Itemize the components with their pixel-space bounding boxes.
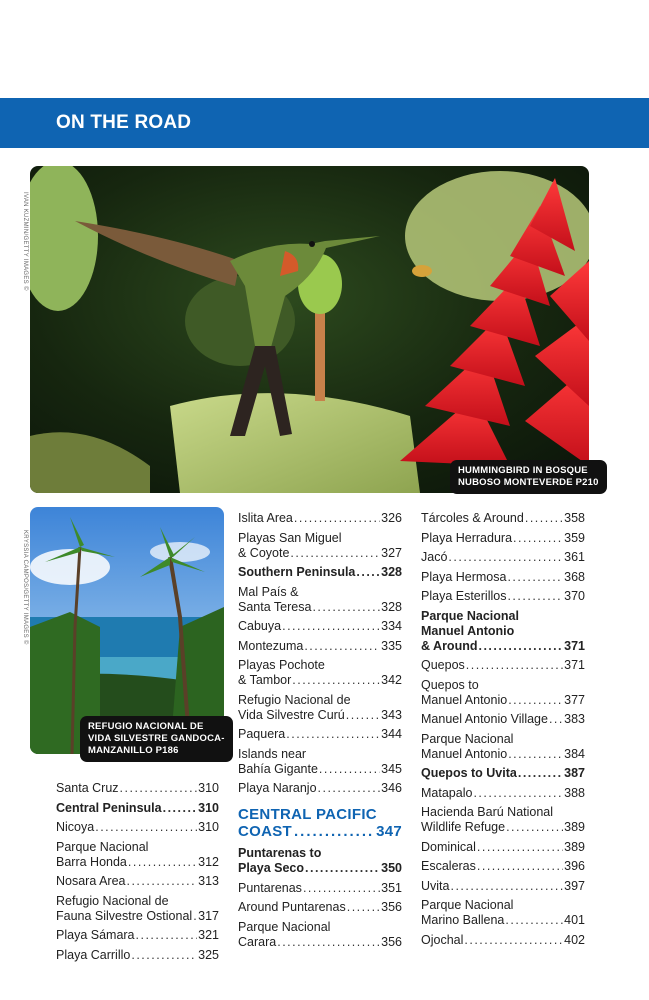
toc-entry-title: Vida Silvestre Curú <box>238 707 345 722</box>
dot-leader <box>312 600 380 615</box>
hummingbird-photo <box>30 166 589 493</box>
toc-entry-title: Around Puntarenas <box>238 900 346 914</box>
dot-leader <box>464 933 563 948</box>
toc-entry-title: Puntarenas <box>238 880 302 895</box>
toc-entry[interactable] <box>421 879 585 894</box>
toc-entry-title: Carara <box>238 934 277 949</box>
dot-leader <box>525 511 563 526</box>
toc-entry[interactable] <box>421 570 585 585</box>
toc-entry-line: Islands near <box>238 746 307 761</box>
toc-entry[interactable] <box>56 801 219 816</box>
toc-entry[interactable] <box>421 712 585 727</box>
toc-entry-title: Marino Ballena <box>421 913 505 927</box>
toc-entry-line: Playas Pochote <box>238 658 325 672</box>
dot-leader <box>318 781 381 796</box>
dot-leader <box>477 840 563 855</box>
toc-entry-title: Ojochal <box>421 932 464 947</box>
toc-entry-page: 312 <box>198 854 219 869</box>
toc-entry-page: 335 <box>381 638 402 653</box>
toc-entry-title: Manuel Antonio <box>421 746 508 761</box>
toc-entry-page: 310 <box>198 781 219 795</box>
toc-entry[interactable] <box>238 585 402 615</box>
section-heading-page: 347 <box>376 823 402 840</box>
dot-leader <box>128 855 197 870</box>
toc-entry-page: 313 <box>198 874 219 888</box>
toc-entry[interactable] <box>421 840 585 855</box>
toc-entry[interactable] <box>238 727 402 742</box>
toc-entry-page: 359 <box>564 530 585 545</box>
toc-entry-title: Southern Peninsula <box>238 565 356 579</box>
toc-entry[interactable] <box>238 881 402 896</box>
dot-leader <box>473 786 563 801</box>
toc-entry-page: 321 <box>198 928 219 942</box>
toc-entry-line: Parque Nacional <box>56 839 149 854</box>
toc-entry-page: 325 <box>198 947 219 962</box>
toc-entry[interactable] <box>238 531 402 561</box>
toc-entry-page: 371 <box>564 658 585 672</box>
dot-leader <box>303 881 380 896</box>
toc-entry-page: 371 <box>564 638 585 653</box>
toc-entry[interactable] <box>421 531 585 546</box>
dot-leader <box>356 565 380 580</box>
toc-entry[interactable] <box>421 511 585 526</box>
dot-leader <box>305 861 380 876</box>
toc-entry-page: 387 <box>564 766 585 780</box>
toc-entry-page: 383 <box>564 712 585 726</box>
toc-entry-page: 310 <box>198 820 219 834</box>
dot-leader <box>131 948 197 963</box>
dot-leader <box>450 879 563 894</box>
toc-entry-line: Parque Nacional <box>421 608 519 623</box>
toc-entry[interactable] <box>238 565 402 580</box>
toc-entry-title: & Tambor <box>238 673 292 687</box>
toc-entry-title: Nosara Area <box>56 874 126 888</box>
toc-entry-title: Escaleras <box>421 859 476 873</box>
toc-entry-title: Playa Sámara <box>56 928 135 942</box>
toc-entry-title: Cabuya <box>238 619 282 633</box>
toc-entry[interactable] <box>238 846 402 876</box>
toc-entry[interactable] <box>56 840 219 870</box>
dot-leader <box>290 546 380 561</box>
toc-entry-page: 328 <box>381 599 402 614</box>
toc-entry[interactable] <box>421 732 585 762</box>
toc-entry[interactable] <box>238 511 402 526</box>
toc-entry-title: Playa Naranjo <box>238 781 317 795</box>
dot-leader <box>513 531 563 546</box>
toc-entry[interactable] <box>238 920 402 950</box>
toc-entry-page: 327 <box>381 545 402 560</box>
dot-leader <box>347 900 380 915</box>
section-heading-line: CENTRAL PACIFIC <box>238 806 377 823</box>
toc-entry[interactable] <box>421 678 585 708</box>
beach-caption <box>80 716 233 762</box>
dot-leader <box>478 639 563 654</box>
section-banner <box>0 98 649 148</box>
photo-credit-beach: KRYSSIA CAMPOS/GETTY IMAGES © <box>22 530 28 645</box>
toc-entry-title: Islita Area <box>238 511 293 525</box>
toc-entry-title: Playa Carrillo <box>56 947 131 962</box>
dot-leader <box>506 820 563 835</box>
toc-entry-page: 397 <box>564 878 585 893</box>
toc-entry-title: Playa Herradura <box>421 530 513 545</box>
page-title: ON THE ROAD <box>56 112 192 133</box>
photo-credit-main: IVAN KUZMIN/GETTY IMAGES © <box>22 192 28 291</box>
toc-entry-title: Manuel Antonio <box>421 692 508 707</box>
toc-entry-line: Refugio Nacional de <box>56 893 169 908</box>
toc-entry[interactable] <box>421 859 585 874</box>
toc-entry[interactable] <box>238 747 402 777</box>
toc-entry-title: Fauna Silvestre Ostional <box>56 908 193 923</box>
toc-entry-title: Tárcoles & Around <box>421 511 524 525</box>
toc-entry-line: Quepos to <box>421 677 479 692</box>
dot-leader <box>294 511 380 526</box>
toc-entry-page: 343 <box>381 707 402 722</box>
toc-entry-page: 384 <box>564 746 585 761</box>
toc-entry-page: 370 <box>564 589 585 603</box>
caption-line: VIDA SILVESTRE GANDOCA- <box>88 733 225 744</box>
toc-entry-title: Santa Cruz <box>56 781 119 795</box>
toc-entry-line: Mal País & <box>238 584 299 599</box>
dot-leader <box>277 935 380 950</box>
dot-leader <box>282 619 380 634</box>
toc-entry[interactable] <box>238 693 402 723</box>
dot-leader <box>466 658 563 673</box>
toc-entry-title: Central Peninsula <box>56 800 162 815</box>
toc-entry-title: Playa Esterillos <box>421 589 507 603</box>
dot-leader <box>549 712 563 727</box>
toc-entry[interactable] <box>238 639 402 654</box>
toc-entry-line: Playas San Miguel <box>238 530 342 545</box>
toc-entry-page: 334 <box>381 619 402 633</box>
toc-entry-line: Manuel Antonio <box>421 623 515 638</box>
toc-entry-page: 345 <box>381 761 402 776</box>
toc-entry-page: 310 <box>198 800 219 815</box>
toc-entry-title: Dominical <box>421 839 476 854</box>
caption-line: HUMMINGBIRD IN BOSQUE <box>458 465 588 476</box>
dot-leader <box>346 708 380 723</box>
toc-entry-page: 350 <box>381 861 402 875</box>
toc-entry-title: Wildlife Refuge <box>421 820 506 834</box>
toc-entry[interactable] <box>56 948 219 963</box>
toc-entry-page: 389 <box>564 839 585 854</box>
toc-entry[interactable] <box>421 658 585 673</box>
caption-line: REFUGIO NACIONAL DE <box>88 721 204 732</box>
dot-leader <box>507 570 563 585</box>
toc-entry-title: Santa Teresa <box>238 599 312 614</box>
toc-entry-line: Parque Nacional <box>238 919 331 934</box>
toc-entry[interactable] <box>56 928 219 943</box>
dot-leader <box>286 727 380 742</box>
toc-entry-page: 402 <box>564 932 585 947</box>
dot-leader <box>163 801 198 816</box>
toc-entry[interactable] <box>421 609 585 654</box>
toc-entry-page: 351 <box>381 880 402 895</box>
toc-entry-page: 368 <box>564 569 585 584</box>
toc-entry-page: 328 <box>381 565 402 579</box>
toc-entry-title: & Coyote <box>238 545 290 560</box>
dot-leader <box>477 859 563 874</box>
toc-entry[interactable] <box>421 898 585 928</box>
dot-leader <box>304 639 380 654</box>
toc-entry-page: 377 <box>564 692 585 707</box>
dot-leader <box>126 874 197 889</box>
toc-entry[interactable] <box>56 874 219 889</box>
toc-entry[interactable] <box>238 900 402 915</box>
toc-column-3 <box>421 511 585 952</box>
toc-entry-page: 388 <box>564 785 585 800</box>
toc-entry-page: 344 <box>381 727 402 741</box>
toc-entry-title: Paquera <box>238 727 286 741</box>
toc-entry[interactable] <box>421 786 585 801</box>
toc-column-2 <box>238 511 402 954</box>
dot-leader <box>508 693 563 708</box>
dot-leader <box>507 589 563 604</box>
toc-entry-line: Parque Nacional <box>421 898 514 912</box>
toc-entry[interactable] <box>56 820 219 835</box>
toc-entry[interactable] <box>421 550 585 565</box>
toc-column-1 <box>56 781 219 967</box>
toc-entry[interactable] <box>421 805 585 835</box>
toc-entry[interactable] <box>421 766 585 781</box>
toc-entry-page: 326 <box>381 511 402 525</box>
dot-leader <box>505 913 563 928</box>
toc-entry[interactable] <box>238 619 402 634</box>
toc-entry-title: Manuel Antonio Village <box>421 712 548 726</box>
dot-leader <box>136 928 198 943</box>
toc-entry[interactable] <box>421 589 585 604</box>
toc-entry-page: 356 <box>381 934 402 949</box>
dot-leader <box>448 550 563 565</box>
toc-entry[interactable] <box>56 781 219 796</box>
toc-entry-page: 317 <box>198 908 219 923</box>
dot-leader <box>294 823 374 840</box>
toc-entry-line: Parque Nacional <box>421 731 514 746</box>
dot-leader <box>319 762 380 777</box>
dot-leader <box>120 781 198 796</box>
section-heading-text: COAST <box>238 823 292 840</box>
caption-line: MANZANILLO P186 <box>88 745 179 756</box>
toc-entry-title: Quepos <box>421 658 465 672</box>
dot-leader <box>193 909 197 924</box>
section-heading-central-pacific[interactable] <box>238 806 402 840</box>
toc-entry-title: Playa Hermosa <box>421 569 507 584</box>
toc-entry[interactable] <box>238 658 402 688</box>
toc-entry-line: Puntarenas to <box>238 846 322 860</box>
toc-entry-title: Montezuma <box>238 638 304 653</box>
toc-entry-page: 356 <box>381 900 402 914</box>
toc-entry-title: Matapalo <box>421 785 473 800</box>
toc-entry-title: Uvita <box>421 878 450 893</box>
toc-entry-page: 396 <box>564 859 585 873</box>
toc-entry-title: Playa Seco <box>238 861 305 875</box>
toc-entry-title: & Around <box>421 638 478 653</box>
toc-entry-title: Barra Honda <box>56 854 127 869</box>
toc-entry[interactable] <box>238 781 402 796</box>
toc-entry-page: 389 <box>564 820 585 834</box>
toc-entry-line: Hacienda Barú National <box>421 805 554 819</box>
toc-entry-page: 401 <box>564 913 585 927</box>
dot-leader <box>508 747 563 762</box>
toc-entry[interactable] <box>421 933 585 948</box>
toc-entry-page: 358 <box>564 511 585 525</box>
toc-entry-page: 346 <box>381 781 402 795</box>
hummingbird-caption <box>450 460 607 494</box>
toc-entry[interactable] <box>56 894 219 924</box>
caption-line: NUBOSO MONTEVERDE P210 <box>458 477 599 488</box>
toc-entry-title: Quepos to Uvita <box>421 766 517 780</box>
toc-entry-title: Jacó <box>421 550 448 564</box>
toc-entry-title: Bahía Gigante <box>238 761 318 776</box>
dot-leader <box>95 820 197 835</box>
toc-entry-title: Nicoya <box>56 820 95 834</box>
toc-entry-page: 342 <box>381 673 402 687</box>
dot-leader <box>292 673 380 688</box>
dot-leader <box>518 766 563 781</box>
toc-entry-page: 361 <box>564 550 585 564</box>
toc-entry-line: Refugio Nacional de <box>238 692 351 707</box>
